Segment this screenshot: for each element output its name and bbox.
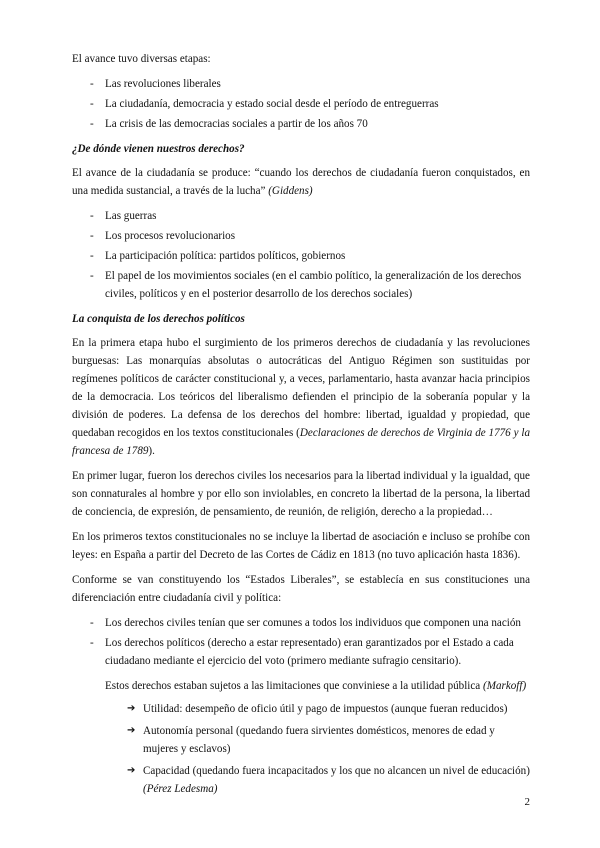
dash-marker: - bbox=[90, 78, 94, 90]
list-item: - Los derechos civiles tenían que ser comunes a todos los individuos que componen una nación bbox=[72, 614, 530, 632]
list-item: - La ciudadanía, democracia y estado social desde el período de entreguerras bbox=[72, 95, 530, 113]
markoff-author: (Markoff) bbox=[483, 680, 527, 692]
list-item: - La participación política: partidos políticos, gobiernos bbox=[72, 247, 530, 265]
stages-list bbox=[72, 75, 530, 133]
rights-list bbox=[72, 614, 530, 670]
list-item: - Las guerras bbox=[72, 207, 530, 225]
declarations-reference: Declaraciones de derechos de Virginia de 1776 y la francesa de 1789 bbox=[72, 427, 530, 457]
dash-marker: - bbox=[90, 250, 94, 262]
dash-marker: - bbox=[90, 270, 94, 282]
document-page bbox=[72, 50, 530, 802]
dash-marker: - bbox=[90, 210, 94, 222]
arrow-icon: ➔ bbox=[127, 703, 136, 714]
list-item: - Los derechos políticos (derecho a estar representado) eran garantizados por el Estado a cada ciudadano mediante el ejercicio del voto (primero mediante sufragio censitario). bbox=[72, 634, 530, 670]
paragraph-first-stage: En la primera etapa hubo el surgimiento de los primeros derechos de ciudadanía y las revoluciones burguesas: Las monarquías absolutas o autocráticas del Antiguo Régimen son sustituidas por regímenes políticos de carácter constitucional y, a veces, parlamentario, hasta avanzar hacia principios de la democracia. Los teóricos del liberalismo defienden el principio de la soberanía popular y la división de poderes. La defensa de los derechos del hombre: libertad, igualdad y propiedad, que quedaban recogidos en los textos constitucionales (Declaraciones de derechos de Virginia de 1776 y la francesa de 1789). bbox=[72, 337, 530, 457]
dash-marker: - bbox=[90, 230, 94, 242]
arrow-icon: ➔ bbox=[127, 765, 136, 776]
list-item: - La crisis de las democracias sociales a partir de los años 70 bbox=[72, 115, 530, 133]
dash-marker: - bbox=[90, 118, 94, 130]
page-number: 2 bbox=[524, 796, 530, 808]
dash-marker: - bbox=[90, 637, 94, 649]
section-title-political-rights: La conquista de los derechos políticos bbox=[72, 313, 245, 325]
giddens-paragraph bbox=[72, 164, 530, 200]
dash-marker: - bbox=[90, 98, 94, 110]
limitations-list bbox=[72, 700, 530, 798]
perez-author: (Pérez Ledesma) bbox=[143, 783, 218, 795]
list-item: - El papel de los movimientos sociales (en el cambio político, la generalización de los derechos civiles, políticos y en el posterior desarrollo de los derechos sociales) bbox=[72, 267, 530, 303]
list-item: - Las revoluciones liberales bbox=[72, 75, 530, 93]
list-item: - Los procesos revolucionarios bbox=[72, 227, 530, 245]
section-title-origins: ¿De dónde vienen nuestros derechos? bbox=[72, 143, 245, 155]
giddens-quote: El avance de la ciudadanía se produce: “cuando los derechos de ciudadanía fueron conquistados, en una medida sustancial, a través de la lucha” bbox=[72, 167, 530, 197]
paragraph-civil-rights: En primer lugar, fueron los derechos civiles los necesarios para la libertad individual y la igualdad, que son connaturales al hombre y por ello son inviolables, en concreto la libertad de la persona, la libertad de conciencia, de expresión, de pensamiento, de reunión, de religión, derecho a la propiedad… bbox=[72, 470, 530, 518]
sources-list bbox=[72, 207, 530, 303]
markoff-paragraph: Estos derechos estaban sujetos a las limitaciones que conviniese a la utilidad pública (Markoff) bbox=[105, 680, 527, 692]
list-item: ➔ Autonomía personal (quedando fuera sirvientes domésticos, menores de edad y mujeres y esclavos) bbox=[72, 722, 530, 758]
list-item: ➔ Utilidad: desempeño de oficio útil y pago de impuestos (aunque fueran reducidos) bbox=[72, 700, 530, 718]
giddens-author: (Giddens) bbox=[268, 185, 313, 197]
dash-marker: - bbox=[90, 617, 94, 629]
paragraph-liberal-states: Conforme se van constituyendo los “Estados Liberales”, se establecía en sus constituciones una diferenciación entre ciudadanía civil y política: bbox=[72, 574, 530, 604]
intro-text: El avance tuvo diversas etapas: bbox=[72, 53, 211, 65]
arrow-icon: ➔ bbox=[127, 725, 136, 736]
list-item: ➔ Capacidad (quedando fuera incapacitados y los que no alcancen un nivel de educación) (Pérez Ledesma) bbox=[72, 762, 530, 798]
paragraph-association: En los primeros textos constitucionales no se incluye la libertad de asociación e incluso se prohíbe con leyes: en España a partir del Decreto de las Cortes de Cádiz en 1813 (no tuvo aplicación hasta 1836). bbox=[72, 531, 530, 561]
